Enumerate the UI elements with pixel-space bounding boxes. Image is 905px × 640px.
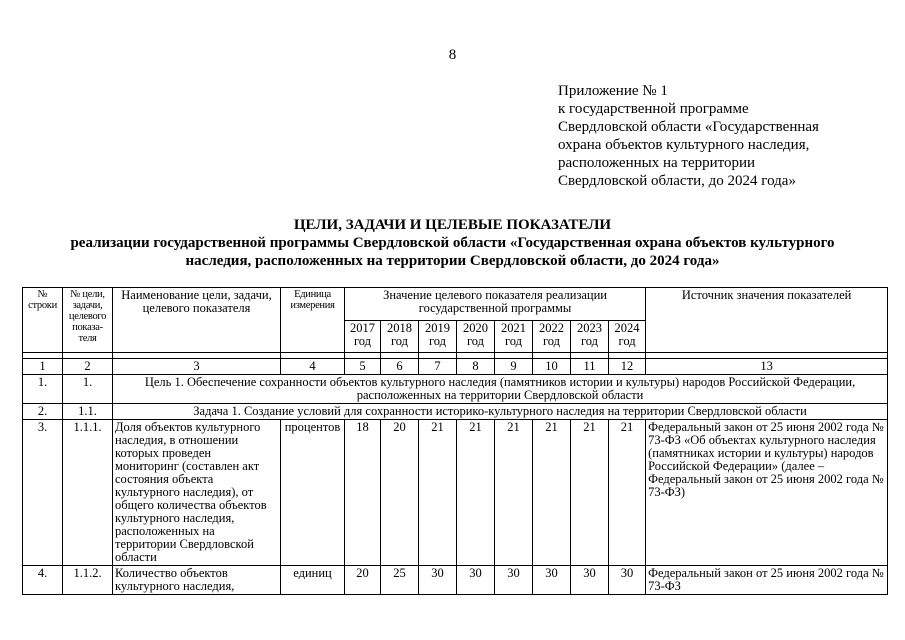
indicator-source: Федеральный закон от 25 июня 2002 года № 73-ФЗ «Об объектах культурного наследия (памятниках истории и культуры) народов Российской Федерации» (далее – Федеральный закон от 25 июня 2002 года № 73-ФЗ) bbox=[646, 420, 888, 566]
header-year: 2019 год bbox=[419, 320, 457, 353]
indicator-row-number: 3. bbox=[23, 420, 63, 566]
indicators-table bbox=[22, 287, 888, 595]
appendix-line: расположенных на территории bbox=[558, 155, 756, 171]
appendix-line: Приложение № 1 bbox=[558, 83, 668, 99]
appendix-caption bbox=[558, 82, 888, 190]
header-year: 2022 год bbox=[533, 320, 571, 353]
indicator-value: 30 bbox=[457, 566, 495, 595]
indicator-value: 21 bbox=[533, 420, 571, 566]
column-number: 6 bbox=[381, 359, 419, 375]
column-number: 7 bbox=[419, 359, 457, 375]
task-row-number: 2. bbox=[23, 404, 63, 420]
task-row bbox=[23, 404, 888, 420]
column-number: 1 bbox=[23, 359, 63, 375]
indicator-value: 25 bbox=[381, 566, 419, 595]
indicator-name: Доля объектов культурного наследия, в отношении которых проведен мониторинг (составлен акт состояния объекта культурного наследия), от общего количества объектов культурного наследия, расположенных на территории Свердловской области bbox=[113, 420, 281, 566]
title-heading: ЦЕЛИ, ЗАДАЧИ И ЦЕЛЕВЫЕ ПОКАЗАТЕЛИ bbox=[293, 217, 612, 233]
appendix-line: охрана объектов культурного наследия, bbox=[558, 137, 810, 153]
column-numbers-row bbox=[23, 359, 888, 375]
header-year: 2017 год bbox=[345, 320, 381, 353]
goal-row bbox=[23, 375, 888, 404]
header-year: 2023 год bbox=[571, 320, 609, 353]
indicator-number: 1.1.1. bbox=[63, 420, 113, 566]
column-number: 4 bbox=[281, 359, 345, 375]
goal-text: Цель 1. Обеспечение сохранности объектов культурного наследия (памятников истории и культуры) народов Российской Федерации, расположенных на территории Свердловской области bbox=[113, 375, 888, 404]
indicator-number: 1.1.2. bbox=[63, 566, 113, 595]
indicator-source: Федеральный закон от 25 июня 2002 года № 73-ФЗ bbox=[646, 566, 888, 595]
indicator-value: 20 bbox=[345, 566, 381, 595]
indicator-value: 30 bbox=[571, 566, 609, 595]
appendix-line: Свердловской области, до 2024 года» bbox=[558, 173, 796, 189]
indicator-value: 30 bbox=[533, 566, 571, 595]
indicator-row bbox=[23, 566, 888, 595]
document-title bbox=[0, 216, 905, 270]
column-number: 10 bbox=[533, 359, 571, 375]
indicator-value: 30 bbox=[609, 566, 646, 595]
page-number: 8 bbox=[448, 47, 457, 63]
header-indicator-name: Наименование цели, задачи, целевого показателя bbox=[113, 288, 281, 353]
indicator-value: 21 bbox=[495, 420, 533, 566]
indicator-name: Количество объектов культурного наследия, bbox=[113, 566, 281, 595]
header-year: 2018 год bbox=[381, 320, 419, 353]
title-subheading-line: наследия, расположенных на территории Свердловской области, до 2024 года» bbox=[185, 253, 720, 269]
title-subheading-line: реализации государственной программы Свердловской области «Государственная охрана объектов культурного bbox=[70, 235, 835, 251]
appendix-line: Свердловской области «Государственная bbox=[558, 119, 819, 135]
column-number: 12 bbox=[609, 359, 646, 375]
header-unit: Единица измерения bbox=[281, 288, 345, 353]
header-row bbox=[23, 288, 888, 321]
appendix-line: к государственной программе bbox=[558, 101, 749, 117]
indicator-unit: единиц bbox=[281, 566, 345, 595]
header-source: Источник значения показателей bbox=[646, 288, 888, 353]
header-year: 2024 год bbox=[609, 320, 646, 353]
indicator-value: 20 bbox=[381, 420, 419, 566]
column-number: 3 bbox=[113, 359, 281, 375]
goal-row-number: 1. bbox=[23, 375, 63, 404]
indicator-value: 30 bbox=[419, 566, 457, 595]
column-number: 8 bbox=[457, 359, 495, 375]
column-number: 9 bbox=[495, 359, 533, 375]
indicator-row bbox=[23, 420, 888, 566]
header-year: 2020 год bbox=[457, 320, 495, 353]
indicator-value: 21 bbox=[609, 420, 646, 566]
column-number: 13 bbox=[646, 359, 888, 375]
indicator-value: 21 bbox=[457, 420, 495, 566]
indicator-unit: процентов bbox=[281, 420, 345, 566]
task-text: Задача 1. Создание условий для сохранности историко-культурного наследия на территории Свердловской области bbox=[113, 404, 888, 420]
column-number: 2 bbox=[63, 359, 113, 375]
indicator-value: 30 bbox=[495, 566, 533, 595]
column-number: 11 bbox=[571, 359, 609, 375]
column-number: 5 bbox=[345, 359, 381, 375]
indicator-value: 21 bbox=[571, 420, 609, 566]
indicator-row-number: 4. bbox=[23, 566, 63, 595]
indicator-value: 18 bbox=[345, 420, 381, 566]
header-year: 2021 год bbox=[495, 320, 533, 353]
header-values-group: Значение целевого показателя реализации государственной программы bbox=[345, 288, 646, 321]
indicator-value: 21 bbox=[419, 420, 457, 566]
header-goal-number: № цели, задачи, целевого показа-теля bbox=[63, 288, 113, 353]
header-row-number: № строки bbox=[23, 288, 63, 353]
goal-number: 1. bbox=[63, 375, 113, 404]
task-number: 1.1. bbox=[63, 404, 113, 420]
